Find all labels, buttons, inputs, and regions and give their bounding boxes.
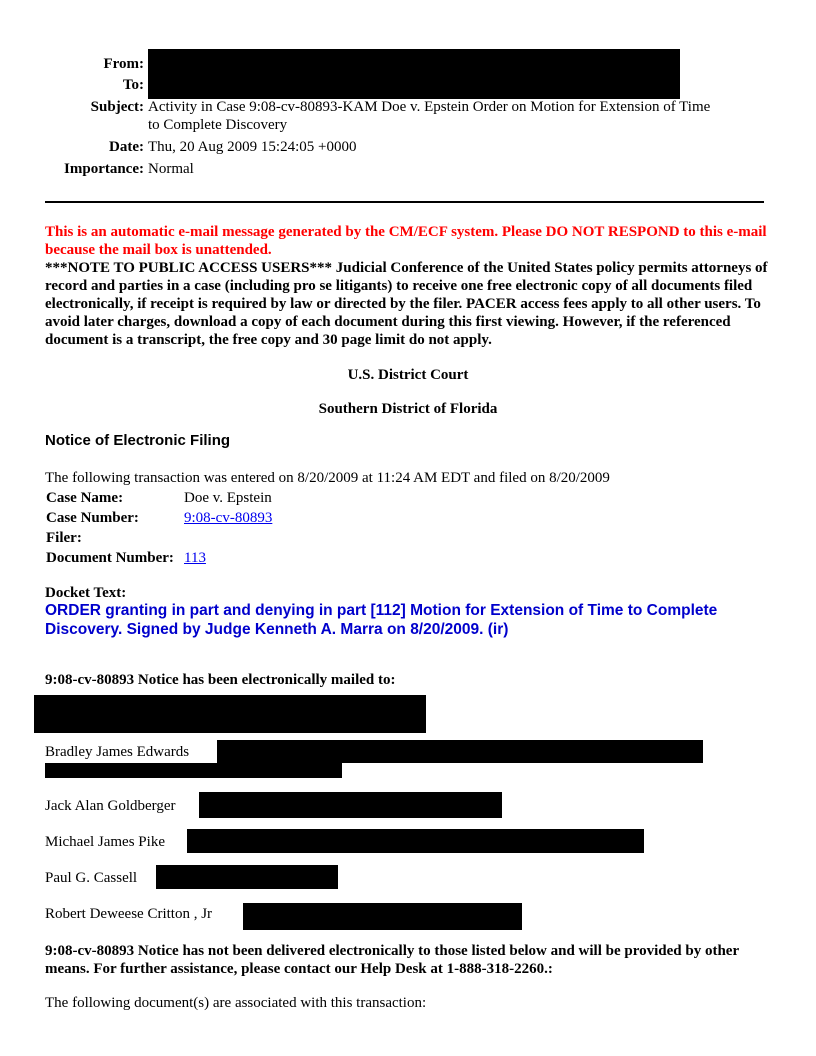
- recipient-name: Robert Deweese Critton , Jr: [45, 906, 213, 922]
- subject-line-2: to Complete Discovery: [148, 117, 288, 133]
- subject-label: Subject:: [90, 99, 144, 115]
- notice-title: Notice of Electronic Filing: [45, 432, 231, 449]
- subject-line-1: Activity in Case 9:08-cv-80893-KAM Doe v. Epstein Order on Motion for Extension of Time: [148, 99, 711, 115]
- redaction-recipient-email: [187, 829, 644, 853]
- to-label: To:: [122, 77, 144, 93]
- mailed-heading: 9:08-cv-80893 Notice has been electronically mailed to:: [45, 672, 396, 688]
- redaction-from-to: [148, 49, 680, 99]
- filer-label: Filer:: [46, 530, 82, 546]
- court-district: Southern District of Florida: [318, 401, 498, 417]
- redaction-recipient-email: [243, 903, 522, 930]
- auto-message-warning: This is an automatic e-mail message generated by the CM/ECF system. Please DO NOT RESPOND to this e-mail because the mail box is unattended.: [45, 224, 767, 258]
- docket-text-label: Docket Text:: [45, 585, 127, 601]
- recipient-name: Paul G. Cassell: [45, 870, 138, 886]
- recipient-name: Jack Alan Goldberger: [45, 798, 176, 814]
- public-access-note: ***NOTE TO PUBLIC ACCESS USERS*** Judicial Conference of the United States policy permits attorneys of record and parties in a case (including pro se litigants) to receive one free electronic copy of all documents filed electronically, if receipt is required by law or directed by the filer. PACER access fees apply to all other users. To avoid later charges, download a copy of each document during this first viewing. However, if the referenced document is a transcript, the free copy and 30 page limit do not apply.: [45, 260, 768, 348]
- from-label: From:: [103, 56, 144, 72]
- document-number-link[interactable]: 113: [184, 550, 206, 566]
- redaction-recipient-email: [199, 792, 502, 818]
- transaction-text: The following transaction was entered on 8/20/2009 at 11:24 AM EDT and filed on 8/20/2009: [45, 470, 610, 486]
- docket-text: ORDER granting in part and denying in part [112] Motion for Extension of Time to Complete Discovery. Signed by Judge Kenneth A. Marra on 8/20/2009. (ir): [45, 602, 718, 638]
- case-name-value: Doe v. Epstein: [184, 490, 272, 506]
- case-number-label: Case Number:: [46, 510, 139, 526]
- date-value: Thu, 20 Aug 2009 15:24:05 +0000: [148, 139, 357, 155]
- case-number-link[interactable]: 9:08-cv-80893: [184, 510, 273, 526]
- redaction-recipient-email: [156, 865, 338, 889]
- document-number-label: Document Number:: [46, 550, 174, 566]
- recipient-name: Michael James Pike: [45, 834, 165, 850]
- not-delivered-notice: 9:08-cv-80893 Notice has not been delivered electronically to those listed below and will be provided by other means. For further assistance, please contact our Help Desk at 1-888-318-2260.:: [45, 943, 739, 977]
- header-divider: [45, 201, 764, 203]
- importance-value: Normal: [148, 161, 194, 177]
- recipient-name: Bradley James Edwards: [45, 744, 190, 760]
- case-name-label: Case Name:: [46, 490, 124, 506]
- court-name: U.S. District Court: [347, 367, 469, 383]
- redaction-recipient-block: [34, 695, 426, 733]
- date-label: Date:: [109, 139, 144, 155]
- documents-associated-text: The following document(s) are associated with this transaction:: [45, 995, 427, 1011]
- redaction-recipient-email: [45, 763, 342, 778]
- redaction-recipient-email: [217, 740, 703, 763]
- importance-label: Importance:: [64, 161, 144, 177]
